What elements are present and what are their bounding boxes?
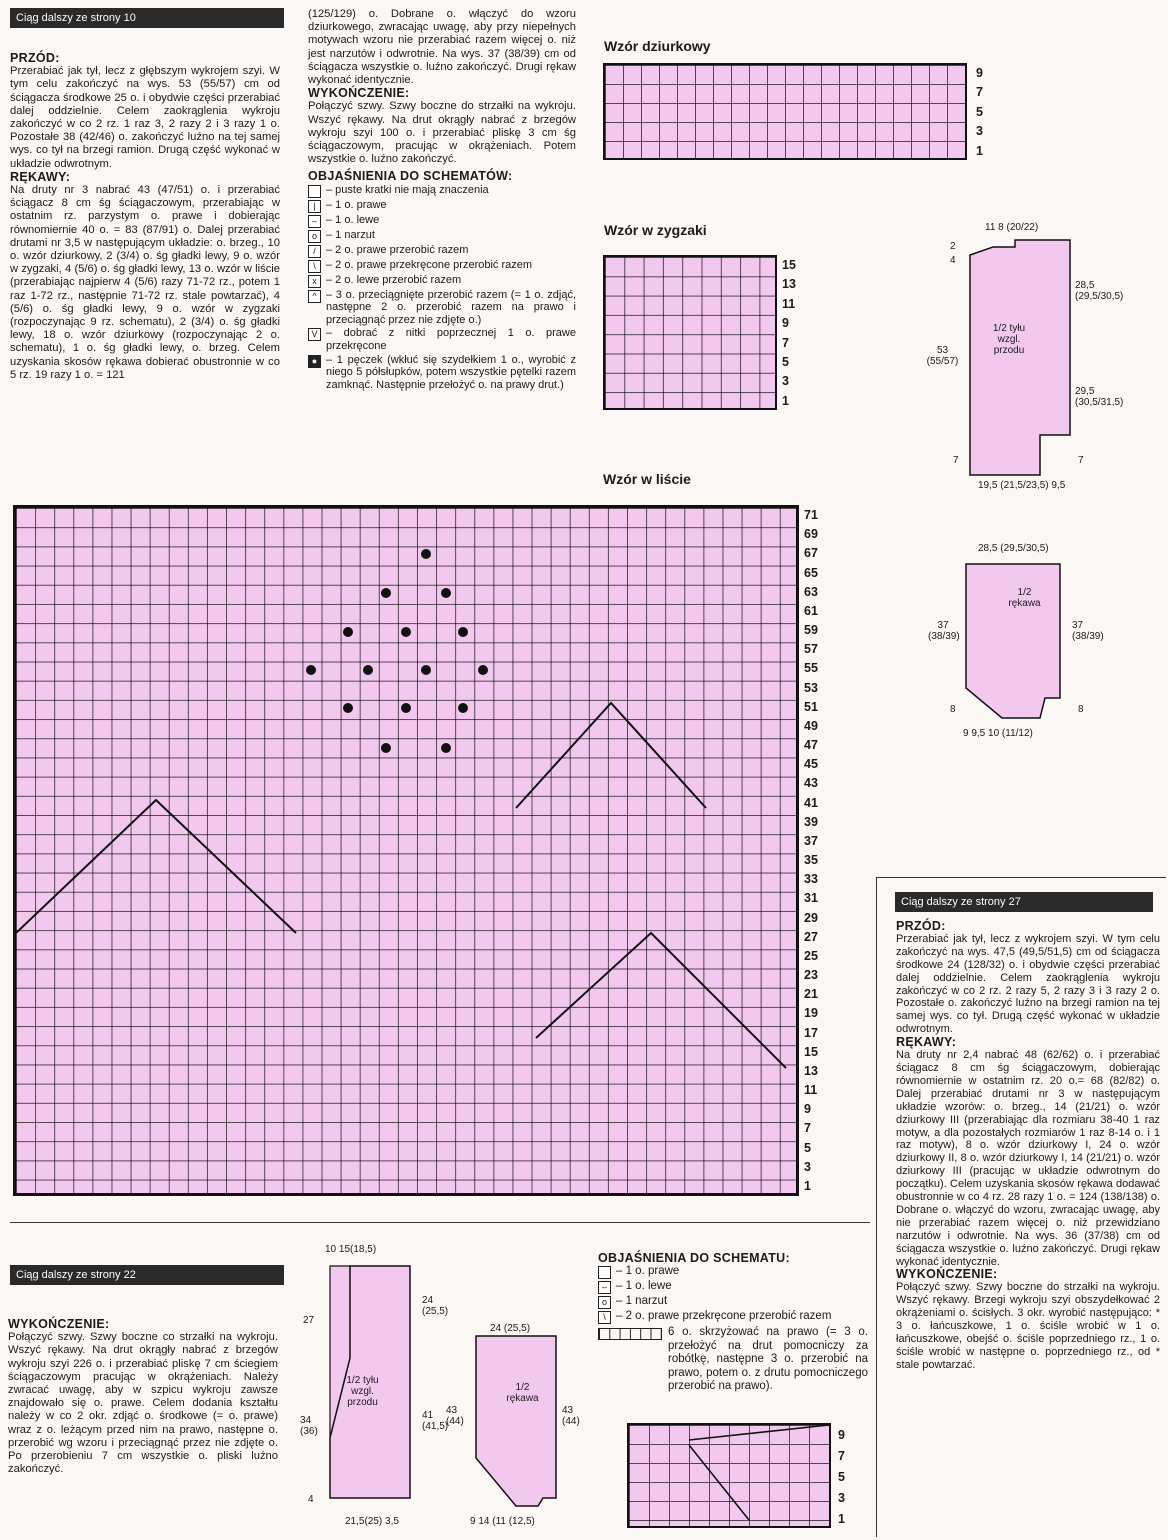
row-number: 3 bbox=[976, 124, 983, 139]
legend-text: – 2 o. lewe przerobić razem bbox=[326, 273, 462, 286]
legend-symbol: / bbox=[308, 245, 321, 258]
row-number: 43 bbox=[804, 776, 818, 791]
row-number: 19 bbox=[804, 1006, 818, 1021]
right-section-column bbox=[896, 920, 1160, 1372]
legend-text: – 1 o. prawe bbox=[326, 198, 387, 211]
zygzaki-title: Wzór w zygzaki bbox=[604, 222, 707, 238]
bottom-sleeve-left-43: 43 (44) bbox=[446, 1405, 464, 1427]
row-number: 7 bbox=[782, 335, 789, 350]
right-section-side-rule bbox=[876, 877, 877, 1537]
row-number: 33 bbox=[804, 872, 818, 887]
legend-row bbox=[598, 1310, 868, 1324]
row-number: 65 bbox=[804, 565, 818, 580]
body-bottom-dims: 19,5 (21,5/23,5) 9,5 bbox=[978, 480, 1066, 491]
row-number: 3 bbox=[838, 1491, 845, 1505]
bottom-body-d27: 27 bbox=[303, 1315, 315, 1326]
legend-text: – dobrać z nitki poprzecznej 1 o. prawe przekręcone bbox=[326, 327, 576, 353]
body-left-4: 4 bbox=[950, 255, 956, 266]
continuation-banner-22: Ciąg dalszy ze strony 22 bbox=[10, 1265, 284, 1285]
body-left-height: 53 (55/57) bbox=[926, 345, 959, 367]
przod-text: Przerabiać jak tył, lecz z głębszym wykrojem szyi. W tym celu zakończyć na wys. 53 (55/57) cm od ściągacza środkowe 25 o. i obydwie części przerabiać dalej oddzielnie. Celem zaokrąglenia wykroju zakończyć w co 2 rz. 1 raz 3, 2 razy 2 i 3 razy 1 o. Pozostałe 38 (42/46) o. zakończyć luźno na tej samej wys. co tył na brzegi ramion. Drugą część wykonać w układzie odwrotnym. bbox=[10, 65, 280, 170]
row-number: 7 bbox=[838, 1449, 845, 1463]
legend-symbol bbox=[598, 1266, 611, 1279]
legend-row bbox=[598, 1295, 868, 1309]
legend-text: – 1 pęczek (wkłuć się szydełkiem 1 o., wyrobić z niego 5 półsłupków, potem wszystkie pętelki razem zamknąć. Następnie przełożyć o. na prawy drut.) bbox=[326, 353, 576, 391]
row-number: 23 bbox=[804, 968, 818, 982]
legend-row bbox=[308, 274, 576, 288]
body-left-2: 2 bbox=[950, 241, 956, 252]
row-number: 9 bbox=[782, 316, 789, 331]
legend-symbol: x bbox=[308, 275, 321, 288]
row-number: 15 bbox=[782, 258, 796, 272]
legend-symbol: – bbox=[598, 1281, 611, 1294]
row-number: 3 bbox=[804, 1159, 811, 1174]
row-number: 31 bbox=[804, 891, 818, 906]
legend-symbol: – bbox=[308, 215, 321, 228]
row-number: 5 bbox=[838, 1470, 845, 1484]
small-cable-chart bbox=[627, 1423, 831, 1528]
cross-legend-row bbox=[598, 1326, 868, 1393]
bottom-sleeve-right-43: 43 (44) bbox=[562, 1405, 580, 1427]
lower-right-leaf-outline bbox=[536, 933, 786, 1068]
row-number: 47 bbox=[804, 738, 818, 752]
zygzaki-chart bbox=[603, 255, 777, 410]
legend-row bbox=[598, 1265, 868, 1279]
sleeve-right-height: 37 (38/39) bbox=[1072, 620, 1104, 642]
przod-heading: PRZÓD: bbox=[10, 51, 60, 65]
legend-text: – 1 o. lewe bbox=[616, 1280, 672, 1293]
body-right-lower: 29,5 (30,5/31,5) bbox=[1075, 386, 1124, 408]
dziurkowy-title: Wzór dziurkowy bbox=[604, 38, 711, 54]
legend-row bbox=[308, 214, 576, 228]
bottom-legend-column bbox=[598, 1252, 868, 1393]
legend-row bbox=[308, 229, 576, 243]
row-number: 1 bbox=[838, 1512, 845, 1526]
row-number: 57 bbox=[804, 642, 818, 657]
row-number: 5 bbox=[804, 1140, 811, 1155]
body-right-upper: 28,5 (29,5/30,5) bbox=[1075, 280, 1124, 302]
row-number: 1 bbox=[782, 393, 789, 408]
bottom-body-d34: 34 (36) bbox=[300, 1415, 318, 1437]
row-number: 13 bbox=[782, 277, 796, 292]
liscie-row-numbers bbox=[804, 508, 830, 1198]
row-number: 25 bbox=[804, 948, 818, 963]
sleeve-top-dims: 28,5 (29,5/30,5) bbox=[978, 543, 1049, 554]
rekawy-text: Na druty nr 3 nabrać 43 (47/51) o. i przerabiać ściągacz 8 cm śg ściągaczowym, przerabiając w ostatnim rz. parzystym o. prawe i dobierając równomiernie 40 o. = 83 (87/91) o. Dalej przerabiać drutami nr 3,5 w następującym układzie: o. brzeg., 10 o. wzór dziurkowy, 2 (3/4) o. śg gładki lewy, 9 o. wzór w zygzaki, 4 (5/6) o. śg gładki lewy, 13 o. wzór w liście (przerabiając najpierw 4 (5/6) razy 71-72 rz., potem 1 raz 1-72 rz., następnie 71-72 rz. stale powtarzać), 4 (5/6) o. śg gładki lewy, 9 o. wzór w zygzaki (rozpoczynając 9 rz. schematu), 2 (3/4) o. śg gładki lewy, 18 o. wzór dziurkowy (rozpoczynając 2 o. schematu), 1 o. śg gładki lewy, o. brzeg. Celem uzyskania skosów rękawa dobierać obustronnie w co 5 rz. 19 razy 1 o. = 121 bbox=[10, 184, 280, 381]
cable-row-numbers bbox=[838, 1428, 858, 1533]
row-number: 9 bbox=[976, 66, 983, 80]
row-number: 27 bbox=[804, 929, 818, 944]
bottom-sleeve-shape bbox=[468, 1328, 568, 1508]
legend-symbol: o bbox=[598, 1296, 611, 1309]
sleeve-piece-label: 1/2 rękawa bbox=[1008, 587, 1041, 609]
legend-symbol: \ bbox=[598, 1311, 611, 1324]
body-top-dims: 11 8 (20/22) bbox=[985, 222, 1039, 233]
legend-row bbox=[598, 1280, 868, 1294]
legend-row bbox=[308, 199, 576, 213]
left-leaf-outline bbox=[16, 800, 296, 933]
legend-heading: OBJAŚNIENIA DO SCHEMATÓW: bbox=[308, 169, 513, 184]
bottom-sleeve-label: 1/2 rękawa bbox=[506, 1382, 539, 1404]
zygzaki-row-numbers bbox=[782, 258, 802, 413]
cross-legend-text: 6 o. skrzyżować na prawo (= 3 o. przełożyć na drut pomocniczy za robótkę, następne 3 o. przerobić na prawo, potem o. z drutu pomocniczego przerobić na prawo). bbox=[668, 1326, 868, 1393]
legend-symbol bbox=[308, 185, 321, 198]
bottom-section-rule bbox=[10, 1222, 870, 1223]
legend-text: – 1 o. prawe bbox=[616, 1265, 680, 1278]
right-rekawy-text: Na druty nr 2,4 nabrać 48 (62/62) o. i przerabiać ściągacz 8 cm śg ściągaczowym, dobierając równomiernie w ostatnim rz. 20 o.= 68 (82/82) o. Dalej przerabiać drutami nr 3 w następującym układzie wzorów: o. brzeg., 14 (21/21) o. wzór dziurkowy III (przerabiając dla rozmiaru 38-40 1 raz motyw, a dla pozostałych rozmiarów 1 raz 8-14 o. i 1 raz motyw), 8 o. wzór dziurkowy I, 24 o. wzór dziurkowy II, 8 o. wzór dziurkowy I, 14 (21/21) o. wzór dziurkowy III (pracując w układzie odwrotnym do początku). Celem uzyskania skosów rękawa dodawać obustronnie w co 4 rz. 28 razy 1 o. = 124 (138/138) o. Dobrane o. włączyć do wzoru, zwracając uwagę, aby nie przerabiać razem więcej o. niż przewidziano narzutów i odwrotnie. Na wys. 36 (37/38) cm od ściągacza wszystkie o. luźno zakończyć. Drugi rękaw wykonać identycznie. bbox=[896, 1049, 1160, 1268]
bottom-sleeve-top: 24 (25,5) bbox=[490, 1323, 531, 1334]
legend-text: – 1 narzut bbox=[326, 228, 375, 241]
bottom-body-d24: 24 (25,5) bbox=[422, 1295, 449, 1317]
middle-top-column bbox=[308, 8, 576, 392]
legend-text: – 2 o. prawe przerobić razem bbox=[326, 243, 469, 256]
continuation-banner-10: Ciąg dalszy ze strony 10 bbox=[10, 8, 284, 28]
row-number: 7 bbox=[976, 85, 983, 100]
legend-row bbox=[308, 244, 576, 258]
body-pattern-shape bbox=[945, 225, 1125, 505]
liscie-chart-motifs bbox=[16, 508, 796, 1193]
right-wykonczenie-heading: WYKOŃCZENIE: bbox=[896, 1267, 998, 1282]
cross-symbol bbox=[598, 1328, 662, 1340]
bottom-legend-heading: OBJAŚNIENIA DO SCHEMATU: bbox=[598, 1251, 790, 1265]
dziurkowy-row-numbers bbox=[976, 66, 996, 163]
legend-row bbox=[308, 184, 576, 198]
legend-symbol: ● bbox=[308, 355, 321, 368]
row-number: 3 bbox=[782, 374, 789, 389]
sleeve-left-height: 37 (38/39) bbox=[928, 620, 960, 642]
row-number: 59 bbox=[804, 623, 818, 637]
row-number: 45 bbox=[804, 757, 818, 772]
row-number: 69 bbox=[804, 527, 818, 542]
legend-row bbox=[308, 327, 576, 352]
sleeve-bottom-dims: 9 9,5 10 (11/12) bbox=[963, 728, 1033, 739]
row-number: 29 bbox=[804, 910, 818, 925]
row-number: 49 bbox=[804, 718, 818, 733]
row-number: 37 bbox=[804, 833, 818, 848]
wykonczenie-heading: WYKOŃCZENIE: bbox=[308, 86, 410, 101]
row-number: 1 bbox=[804, 1178, 811, 1193]
liscie-title: Wzór w liście bbox=[603, 471, 691, 487]
body-left-7: 7 bbox=[953, 455, 959, 466]
row-number: 13 bbox=[804, 1063, 818, 1078]
row-number: 41 bbox=[804, 795, 818, 810]
row-number: 9 bbox=[838, 1428, 845, 1442]
legend-text: – 1 narzut bbox=[616, 1295, 668, 1308]
bottom-wykonczenie-text: Połączyć szwy. Szwy boczne co strzałki na wykroju. Wszyć rękawy. Na drut okrągły nabrać z brzegów wykroju szyi 226 o. i przerabiać pliskę 7 cm ściegiem ściągaczowym pracując w okrążeniach. Należy zwracać uwagę, aby w szpicu wykroju zawsze znajdowało się o. prawe. Celem dodania kształtu należy w co 2 okr. zdjąć o. środkowe (= o. prawe) wraz z o. leżącym przed nim na prawo, następne o. przerobić wg wzoru i przeciągnąć przez nie zdjęte o. Po przerobieniu 7 cm wszystkie o. pliski luźno zakończyć. bbox=[8, 1331, 278, 1476]
bobble-dots bbox=[306, 549, 488, 753]
row-number: 7 bbox=[804, 1121, 811, 1136]
left-top-column bbox=[10, 52, 280, 382]
bottom-body-label: 1/2 tyłu wzgl. przodu bbox=[346, 1375, 379, 1408]
right-wykonczenie-text: Połączyć szwy. Szwy boczne do strzałki na wykroju. Wszyć rękawy. Brzegi wykroju szyi obszydełkować 2 okrążeniami o. ścisłych. 3 okr. wyrobić następująco: * 3 o. łańcuszkowe, 1 o. ściśle wrobić w 1 o. łańcuszkowe, obejść o. ściśle poprzedniego rz., 1 o. ściśle wrobić w następne o. poprzedniego rz., od * stale powtarzać. bbox=[896, 1281, 1160, 1371]
row-number: 5 bbox=[976, 104, 983, 119]
legend-symbol: | bbox=[308, 200, 321, 213]
continuation-banner-27: Ciąg dalszy ze strony 27 bbox=[895, 892, 1153, 912]
row-number: 5 bbox=[782, 354, 789, 369]
symbol-legend bbox=[308, 184, 576, 392]
legend-row bbox=[308, 289, 576, 327]
right-section-top-rule bbox=[876, 877, 1166, 878]
upper-right-leaf-outline bbox=[516, 703, 706, 808]
row-number: 11 bbox=[782, 296, 796, 311]
row-number: 11 bbox=[804, 1083, 818, 1097]
row-number: 39 bbox=[804, 814, 818, 829]
row-number: 17 bbox=[804, 1025, 818, 1040]
bottom-body-d41: 41 (41,5) bbox=[422, 1410, 449, 1432]
bottom-sleeve-bottom: 9 14 (11 (12,5) bbox=[470, 1516, 535, 1527]
cable-cross-lines bbox=[629, 1425, 829, 1525]
legend-row bbox=[308, 259, 576, 273]
body-right-7: 7 bbox=[1078, 455, 1084, 466]
row-number: 61 bbox=[804, 603, 818, 618]
row-number: 35 bbox=[804, 853, 818, 867]
bottom-wykonczenie-heading: WYKOŃCZENIE: bbox=[8, 1317, 110, 1331]
wykonczenie-text: Połączyć szwy. Szwy boczne do strzałki na wykroju. Wszyć rękawy. Na drut okrągły nabrać z brzegów wykroju szyi 100 o. i przerabiać pliskę 3 cm śg ściągaczowym, pracując w okrążeniach. Potem wszystkie o. luźno zakończyć. bbox=[308, 100, 576, 166]
legend-symbol: ^ bbox=[308, 290, 321, 303]
rekawy-heading: RĘKAWY: bbox=[10, 169, 71, 184]
bottom-symbol-legend bbox=[598, 1265, 868, 1324]
bottom-body-bottom: 21,5(25) 3,5 bbox=[345, 1516, 399, 1527]
bottom-body-top: 10 15(18,5) bbox=[325, 1244, 377, 1255]
sleeve-left-8: 8 bbox=[950, 704, 956, 715]
row-number: 21 bbox=[804, 987, 818, 1002]
bottom-body-d4: 4 bbox=[308, 1494, 314, 1505]
sleeve-pattern-shape bbox=[960, 558, 1080, 728]
legend-symbol: o bbox=[308, 230, 321, 243]
bottom-left-column bbox=[8, 1318, 278, 1476]
row-number: 1 bbox=[976, 143, 983, 158]
row-number: 15 bbox=[804, 1044, 818, 1059]
right-przod-heading: PRZÓD: bbox=[896, 919, 946, 933]
row-number: 63 bbox=[804, 584, 818, 599]
legend-row bbox=[308, 354, 576, 392]
legend-text: – 2 o. prawe przekręcone przerobić razem bbox=[326, 258, 533, 271]
legend-text: – 1 o. lewe bbox=[326, 213, 380, 226]
right-rekawy-heading: RĘKAWY: bbox=[896, 1035, 957, 1050]
legend-symbol: V bbox=[308, 328, 321, 341]
row-number: 51 bbox=[804, 699, 818, 714]
right-przod-text: Przerabiać jak tył, lecz z wykrojem szyi. W tym celu zakończyć na wys. 47,5 (49,5/51,5) cm od ściągacza środkowe 24 (128/32) o. i obydwie części przerabiać dalej oddzielnie. Celem zaokrąglenia wykroju zakończyć w co 2 rz. 2 razy 5, 2 razy 3 i 3 razy 2 o. Pozostałe o. zakończyć luźno na brzegi ramion na tej samej wys. co tył. Drugą część wykonać w układzie odwrotnym. bbox=[896, 932, 1160, 1036]
legend-text: – 3 o. przeciągnięte przerobić razem (= 1 o. zdjąć, następne 2 o. przerobić razem na prawo i przeciągnąć przez nie zdjęte o.) bbox=[326, 288, 576, 326]
legend-symbol: \ bbox=[308, 260, 321, 273]
dziurkowy-chart bbox=[603, 63, 967, 160]
continued-text: (125/129) o. Dobrane o. włączyć do wzoru dziurkowego, zwracając uwagę, aby przy niepełnych motywach wzoru nie przerabiać razem więcej o. niż jest narzutów i odwrotnie. Na wys. 37 (38/39) cm od ściągacza wszystkie o. luźno zakończyć. Drugi rękaw wykonać identycznie. bbox=[308, 8, 576, 87]
sleeve-right-8: 8 bbox=[1078, 704, 1084, 715]
legend-text: – puste kratki nie mają znaczenia bbox=[326, 183, 489, 196]
row-number: 71 bbox=[804, 508, 818, 522]
legend-text: – 2 o. prawe przekręcone przerobić razem bbox=[616, 1310, 832, 1323]
row-number: 55 bbox=[804, 661, 818, 676]
body-piece-label: 1/2 tyłu wzgl. przodu bbox=[992, 323, 1026, 356]
row-number: 67 bbox=[804, 546, 818, 561]
liscie-chart bbox=[13, 505, 799, 1196]
row-number: 53 bbox=[804, 680, 818, 695]
row-number: 9 bbox=[804, 1102, 811, 1117]
